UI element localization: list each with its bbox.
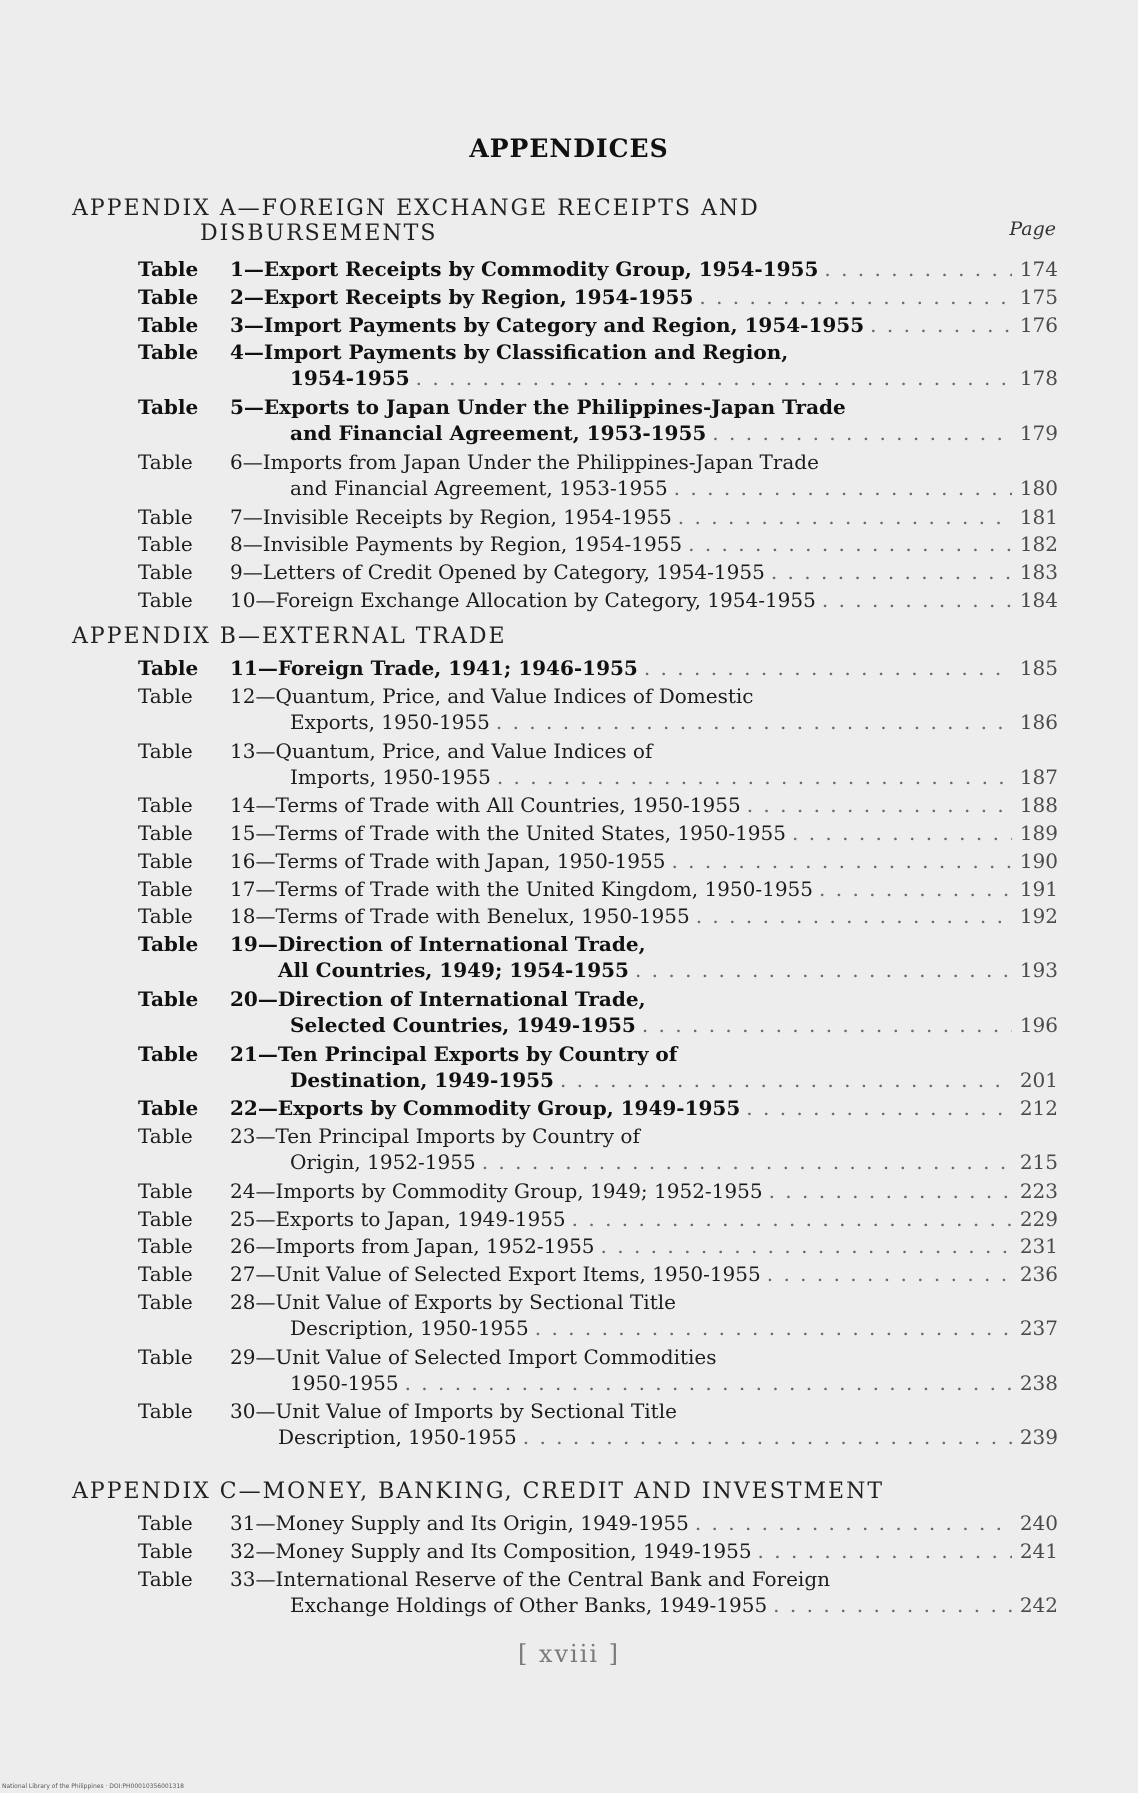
- toc-entry: [138, 531, 1058, 557]
- entry-title: 32—Money Supply and Its Composition, 1949-1955: [230, 1538, 752, 1563]
- entry-title: 14—Terms of Trade with All Countries, 1950-1955: [230, 793, 741, 818]
- table-label: Table: [138, 1041, 199, 1066]
- toc-entry: [138, 559, 1058, 585]
- toc-entry: [138, 339, 1058, 391]
- entry-title: 33—International Reserve of the Central Bank and Foreign: [230, 1566, 830, 1591]
- dot-leader: [767, 1261, 1012, 1287]
- appendix-heading: [72, 196, 760, 246]
- toc-entry: [138, 284, 1058, 310]
- dot-leader: [824, 256, 1012, 282]
- page-ref: 238: [1019, 1370, 1058, 1395]
- page-number: [ xviii ]: [517, 1640, 621, 1668]
- page-ref: 178: [1019, 366, 1058, 391]
- page-ref: 175: [1019, 284, 1058, 309]
- table-label: Table: [138, 532, 193, 557]
- page-ref: 183: [1019, 560, 1058, 585]
- entry-title-continued: Selected Countries, 1949-1955: [290, 1012, 636, 1037]
- toc-entry: [138, 1206, 1058, 1232]
- table-label: Table: [138, 1178, 193, 1203]
- table-label: Table: [138, 587, 193, 612]
- page-ref: 188: [1019, 793, 1058, 818]
- page-ref: 242: [1019, 1592, 1058, 1617]
- page-ref: 231: [1019, 1234, 1058, 1259]
- table-label: Table: [138, 1234, 193, 1259]
- table-label: Table: [138, 1290, 193, 1314]
- entry-title: 16—Terms of Trade with Japan, 1950-1955: [230, 848, 666, 873]
- table-label: Table: [138, 904, 193, 929]
- table-label: Table: [138, 683, 193, 708]
- toc-entry: [138, 1095, 1058, 1121]
- page-ref: 223: [1019, 1178, 1058, 1203]
- dot-leader: [523, 1424, 1012, 1450]
- page-ref: 241: [1019, 1538, 1058, 1563]
- table-label: Table: [138, 560, 193, 585]
- entry-title: 26—Imports from Japan, 1952-1955: [230, 1234, 595, 1259]
- table-label: Table: [138, 1344, 193, 1369]
- entry-title: 18—Terms of Trade with Benelux, 1950-1955: [230, 904, 690, 929]
- entry-title: 7—Invisible Receipts by Region, 1954-1955: [230, 504, 672, 529]
- dot-leader: [535, 1315, 1012, 1341]
- page-column-label: Page: [1009, 218, 1056, 240]
- dot-leader: [699, 284, 1012, 310]
- toc-entry: [138, 1344, 1058, 1396]
- entry-title-continued: Origin, 1952-1955: [290, 1150, 476, 1175]
- dot-leader: [773, 1592, 1012, 1618]
- table-label: Table: [138, 257, 199, 281]
- dot-leader: [695, 1510, 1012, 1536]
- toc-entry: [138, 792, 1058, 818]
- dot-leader: [822, 587, 1012, 613]
- table-label: Table: [138, 1096, 199, 1121]
- dot-leader: [688, 531, 1012, 557]
- table-label: Table: [138, 932, 199, 957]
- table-label: Table: [138, 876, 193, 901]
- toc-entry: [138, 848, 1058, 874]
- entry-title-continued: and Financial Agreement, 1953-1955: [290, 475, 668, 500]
- table-label: Table: [138, 656, 199, 680]
- toc-entry: [138, 1538, 1058, 1564]
- table-label: Table: [138, 821, 193, 845]
- page-ref: 215: [1019, 1150, 1058, 1175]
- entry-title-continued: 1954-1955: [290, 366, 410, 391]
- toc-entry: [138, 876, 1058, 902]
- dot-leader: [572, 1206, 1012, 1232]
- table-label: Table: [138, 1124, 193, 1149]
- page-ref: 181: [1019, 504, 1058, 529]
- table-label: Table: [138, 1511, 193, 1535]
- table-label: Table: [138, 504, 193, 529]
- toc-entry: [138, 587, 1058, 613]
- entry-title: 1—Export Receipts by Commodity Group, 1954-1955: [230, 257, 819, 281]
- entry-title-continued: Description, 1950-1955: [290, 1316, 529, 1340]
- entry-title: 25—Exports to Japan, 1949-1955: [230, 1206, 566, 1231]
- entry-title: 30—Unit Value of Imports by Sectional Title: [230, 1399, 677, 1424]
- entry-title-continued: Exchange Holdings of Other Banks, 1949-1955: [290, 1592, 768, 1617]
- table-label: Table: [138, 284, 199, 309]
- dot-leader: [405, 1370, 1012, 1396]
- entry-title-continued: Description, 1950-1955: [278, 1425, 517, 1450]
- entry-title-continued: and Financial Agreement, 1953-1955: [290, 421, 707, 446]
- page-ref: 212: [1019, 1096, 1058, 1121]
- entry-title: 13—Quantum, Price, and Value Indices of: [230, 738, 653, 763]
- entry-title: 24—Imports by Commodity Group, 1949; 1952-1955: [230, 1178, 763, 1203]
- dot-leader: [560, 1067, 1012, 1093]
- toc-entry: [138, 1123, 1058, 1175]
- page-ref: 182: [1019, 532, 1058, 557]
- entry-title: 29—Unit Value of Selected Import Commodities: [230, 1344, 717, 1369]
- entry-title-continued: 1950-1955: [290, 1370, 399, 1395]
- toc-entry: [138, 504, 1058, 530]
- table-label: Table: [138, 738, 193, 763]
- entry-title: 21—Ten Principal Exports by Country of: [230, 1041, 678, 1066]
- entry-title: 23—Ten Principal Imports by Country of: [230, 1124, 640, 1149]
- table-label: Table: [138, 793, 193, 818]
- toc-entry: [138, 1289, 1058, 1341]
- entry-title: 3—Import Payments by Category and Region, 1954-1955: [230, 312, 865, 337]
- toc-entry: [138, 256, 1058, 282]
- entry-title-continued: Exports, 1950-1955: [290, 709, 490, 734]
- page-ref: 196: [1019, 1012, 1058, 1037]
- toc-entry: [138, 655, 1058, 681]
- page-ref: 193: [1019, 958, 1058, 983]
- table-label: Table: [138, 1399, 193, 1424]
- dot-leader: [870, 312, 1012, 338]
- entry-title: 19—Direction of International Trade,: [230, 932, 646, 957]
- entry-title: 15—Terms of Trade with the United States, 1950-1955: [230, 821, 786, 845]
- toc-entry: [138, 1178, 1058, 1204]
- page-title: APPENDICES: [469, 134, 669, 163]
- toc-entry: [138, 394, 1058, 446]
- page-ref: 239: [1019, 1425, 1058, 1450]
- entry-title-continued: All Countries, 1949; 1954-1955: [278, 958, 629, 983]
- entry-title: 22—Exports by Commodity Group, 1949-1955: [230, 1096, 741, 1121]
- toc-entry: [138, 820, 1058, 846]
- entry-title: 31—Money Supply and Its Origin, 1949-1955: [230, 1511, 689, 1535]
- toc-entry: [138, 1510, 1058, 1536]
- dot-leader: [696, 903, 1012, 929]
- dot-leader: [642, 1012, 1012, 1038]
- page-ref: 179: [1019, 421, 1058, 446]
- table-label: Table: [138, 1566, 193, 1591]
- dot-leader: [746, 1095, 1012, 1121]
- entry-title: 9—Letters of Credit Opened by Category, 1954-1955: [230, 560, 765, 585]
- toc-entry: [138, 738, 1058, 790]
- table-label: Table: [138, 986, 199, 1011]
- dot-leader: [674, 475, 1012, 501]
- page-ref: 180: [1019, 475, 1058, 500]
- appendix-heading: [72, 624, 507, 649]
- entry-title: 2—Export Receipts by Region, 1954-1955: [230, 284, 694, 309]
- dot-leader: [496, 709, 1012, 735]
- page-ref: 236: [1019, 1262, 1058, 1287]
- table-label: Table: [138, 1262, 193, 1287]
- table-label: Table: [138, 312, 199, 337]
- entry-title: 17—Terms of Trade with the United Kingdom, 1950-1955: [230, 876, 814, 901]
- entry-title-continued: Imports, 1950-1955: [290, 764, 491, 789]
- page-ref: 192: [1019, 904, 1058, 929]
- entry-title: 28—Unit Value of Exports by Sectional Title: [230, 1290, 676, 1314]
- table-label: Table: [138, 1206, 193, 1231]
- appendix-heading-line: APPENDIX B—EXTERNAL TRADE: [72, 624, 507, 649]
- dot-leader: [678, 504, 1012, 530]
- entry-title: 8—Invisible Payments by Region, 1954-1955: [230, 532, 683, 557]
- entry-title: 12—Quantum, Price, and Value Indices of Domestic: [230, 683, 754, 708]
- page-ref: 185: [1019, 656, 1058, 680]
- dot-leader: [712, 420, 1012, 446]
- page-ref: 201: [1019, 1067, 1058, 1092]
- toc-entry: [138, 1566, 1058, 1618]
- entry-title-continued: Destination, 1949-1955: [290, 1067, 554, 1092]
- page-ref: 191: [1019, 876, 1058, 901]
- dot-leader: [416, 365, 1012, 391]
- page-ref: 184: [1019, 587, 1058, 612]
- toc-entry: [138, 683, 1058, 735]
- page-ref: 237: [1019, 1316, 1058, 1340]
- table-label: Table: [138, 340, 199, 365]
- page-ref: 186: [1019, 709, 1058, 734]
- entry-title: 4—Import Payments by Classification and Region,: [230, 340, 789, 365]
- dot-leader: [482, 1149, 1012, 1175]
- toc-entry: [138, 1398, 1058, 1450]
- toc-entry: [138, 312, 1058, 338]
- entry-title: 27—Unit Value of Selected Export Items, 1950-1955: [230, 1262, 761, 1287]
- toc-entry: [138, 449, 1058, 501]
- page-ref: 240: [1019, 1511, 1058, 1535]
- table-label: Table: [138, 395, 199, 420]
- appendix-heading-line: APPENDIX C—MONEY, BANKING, CREDIT AND INVESTMENT: [72, 1479, 884, 1504]
- entry-title: 5—Exports to Japan Under the Philippines-Japan Trade: [230, 395, 846, 420]
- appendix-heading: [72, 1479, 884, 1504]
- entry-title: 10—Foreign Exchange Allocation by Category, 1954-1955: [230, 587, 816, 612]
- toc-entry: [138, 931, 1058, 983]
- page-ref: 187: [1019, 764, 1058, 789]
- entry-title: 11—Foreign Trade, 1941; 1946-1955: [230, 656, 638, 680]
- dot-leader: [769, 1178, 1012, 1204]
- page-ref: 190: [1019, 848, 1058, 873]
- appendix-heading-line: DISBURSEMENTS: [200, 221, 438, 246]
- appendix-heading-line: APPENDIX A—FOREIGN EXCHANGE RECEIPTS AND: [72, 196, 760, 221]
- dot-leader: [747, 792, 1012, 818]
- page-ref: 189: [1019, 821, 1058, 845]
- dot-leader: [644, 655, 1012, 681]
- library-watermark: National Library of the Philippines · DOI:PH00010356001318: [2, 1783, 184, 1790]
- dot-leader: [635, 957, 1012, 983]
- table-label: Table: [138, 1538, 193, 1563]
- table-label: Table: [138, 449, 193, 474]
- entry-title: 20—Direction of International Trade,: [230, 986, 646, 1011]
- toc-entry: [138, 1261, 1058, 1287]
- page-ref: 174: [1019, 257, 1058, 281]
- dot-leader: [819, 876, 1012, 902]
- table-label: Table: [138, 848, 193, 873]
- dot-leader: [601, 1233, 1012, 1259]
- dot-leader: [671, 848, 1012, 874]
- dot-leader: [497, 764, 1012, 790]
- toc-entry: [138, 1233, 1058, 1259]
- dot-leader: [771, 559, 1012, 585]
- page-ref: 229: [1019, 1206, 1058, 1231]
- toc-entry: [138, 1041, 1058, 1093]
- entry-title: 6—Imports from Japan Under the Philippines-Japan Trade: [230, 449, 819, 474]
- page-ref: 176: [1019, 312, 1058, 337]
- dot-leader: [792, 820, 1012, 846]
- dot-leader: [758, 1538, 1012, 1564]
- toc-entry: [138, 903, 1058, 929]
- toc-entry: [138, 986, 1058, 1038]
